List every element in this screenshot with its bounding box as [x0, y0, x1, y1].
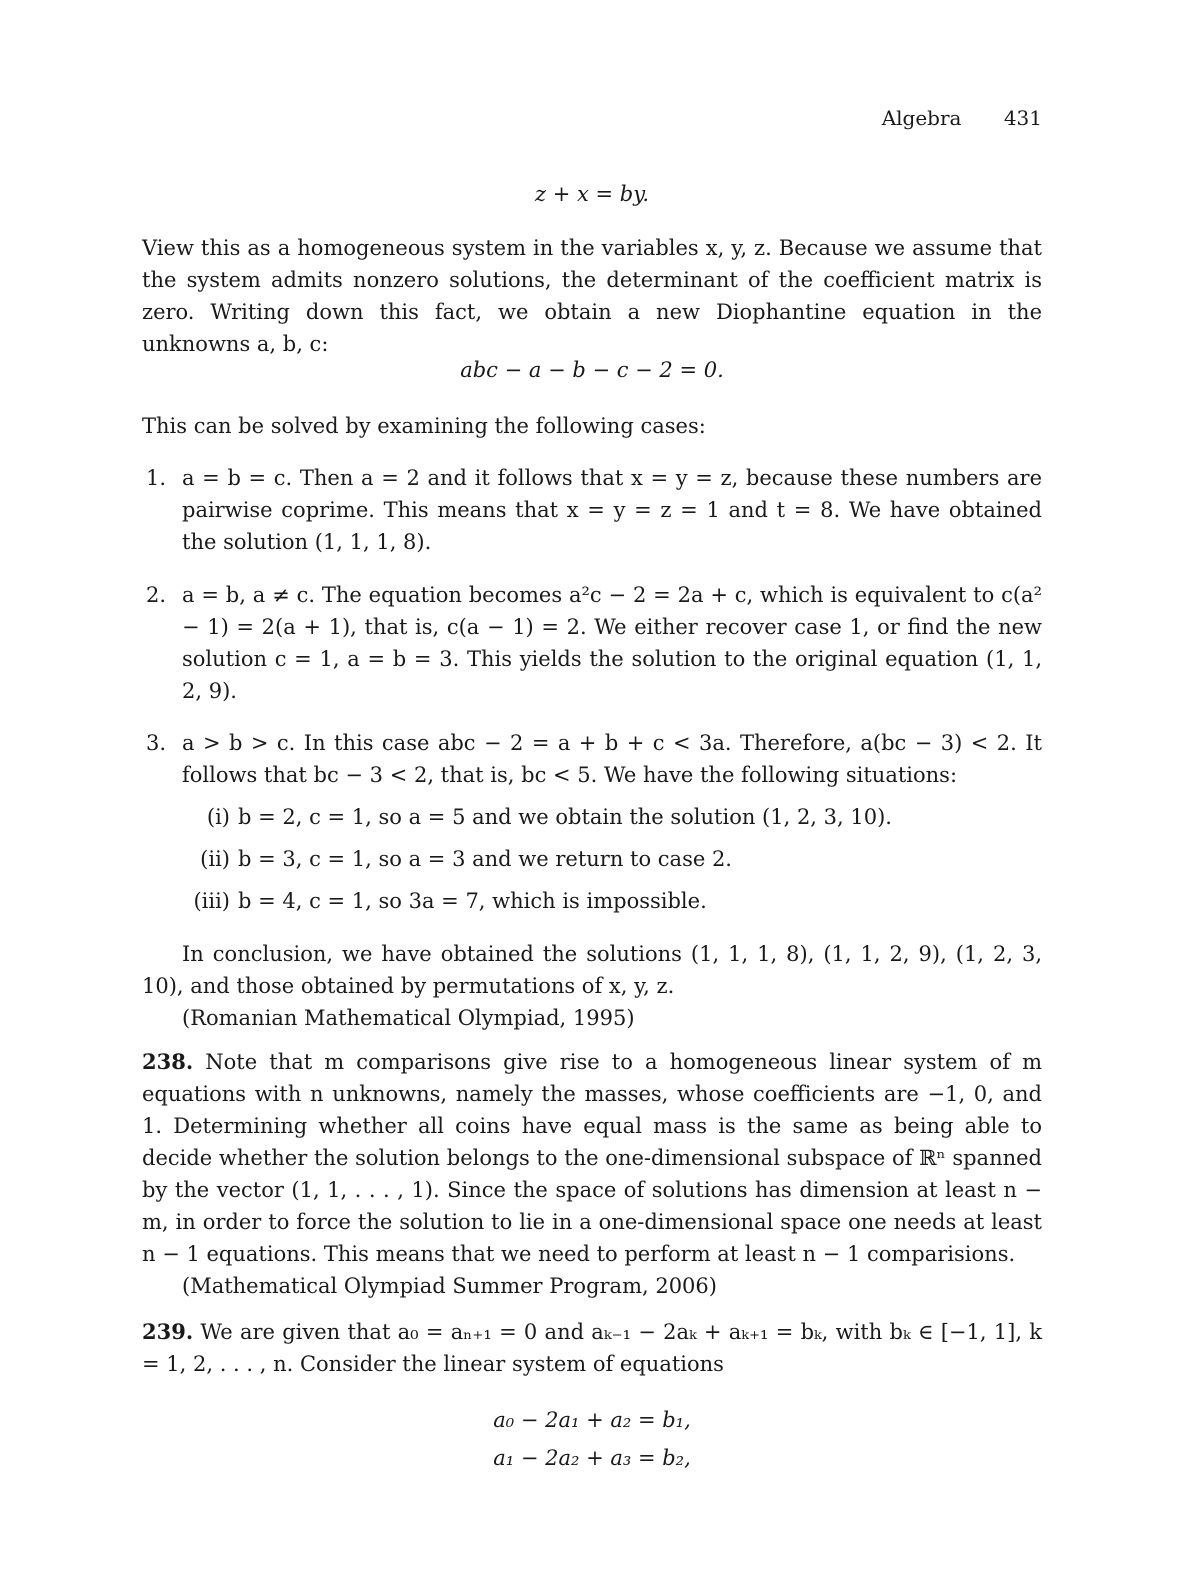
problem-239 [142, 1316, 1042, 1380]
case-1 [142, 462, 1042, 558]
case-text: a = b = c. Then a = 2 and it follows that x = y = z, because these numbers are pairwise coprime. This means that x = y = z = 1 and t = 8. We have obtained the solution (1, 1, 1, 8). [182, 466, 1042, 554]
problem-text: We are given that a₀ = aₙ₊₁ = 0 and aₖ₋₁ − 2aₖ + aₖ₊₁ = bₖ, with bₖ ∈ [−1, 1], k = 1, 2, . . . , n. Consider the linear system of equations [142, 1320, 1042, 1376]
subcase-label: (i) [206, 805, 230, 829]
equation-main: abc − a − b − c − 2 = 0. [460, 358, 724, 382]
problem-number: 239. [142, 1319, 194, 1344]
subcase-text: b = 2, c = 1, so a = 5 and we obtain the solution (1, 2, 3, 10). [238, 805, 892, 829]
problem-number: 238. [142, 1049, 194, 1074]
subcase-i [180, 801, 1040, 833]
case-3 [142, 727, 1042, 791]
problem-238 [142, 1046, 1042, 1270]
problem-text: Note that m comparisons give rise to a homogeneous linear system of m equations with n unknowns, namely the masses, whose coefficients are −1, 0, and 1. Determining whether all coins have equal mass is the same as being able to decide whether the solution belongs to the one-dimensional subspace of ℝⁿ spanned by the vector (1, 1, . . . , 1). Since the space of solutions has dimension at least n − m, in order to force the solution to lie in a one-dimensional space one needs at least n − 1 equations. This means that we need to perform at least n − 1 comparisions. [142, 1050, 1042, 1266]
source-citation-1: (Romanian Mathematical Olympiad, 1995) [182, 1006, 635, 1030]
subcase-label: (ii) [200, 847, 230, 871]
section-title: Algebra [881, 106, 962, 130]
conclusion-paragraph: In conclusion, we have obtained the solutions (1, 1, 1, 8), (1, 1, 2, 9), (1, 2, 3, 10), and those obtained by permutations of x, y, z. [142, 942, 1042, 998]
case-text: a > b > c. In this case abc − 2 = a + b + c < 3a. Therefore, a(bc − 3) < 2. It follows that bc − 3 < 2, that is, bc < 5. We have the following situations: [182, 731, 1042, 787]
case-text: a = b, a ≠ c. The equation becomes a²c − 2 = 2a + c, which is equivalent to c(a² − 1) = 2(a + 1), that is, c(a − 1) = 2. We either recover case 1, or find the new solution c = 1, a = b = 3. This yields the solution to the original equation (1, 1, 2, 9). [182, 583, 1042, 703]
paragraph-2: This can be solved by examining the following cases: [142, 414, 706, 438]
page-number: 431 [1003, 106, 1042, 130]
subcase-iii [180, 885, 1040, 917]
equation-top: z + x = by. [535, 182, 649, 206]
subcase-ii [180, 843, 1040, 875]
case-2 [142, 579, 1042, 707]
case-number: 2. [146, 583, 167, 607]
subcase-label: (iii) [193, 889, 230, 913]
subcase-text: b = 3, c = 1, so a = 3 and we return to case 2. [238, 847, 732, 871]
source-citation-2: (Mathematical Olympiad Summer Program, 2006) [182, 1274, 717, 1298]
running-header [882, 106, 1042, 130]
paragraph-1: View this as a homogeneous system in the variables x, y, z. Because we assume that the system admits nonzero solutions, the determinant of the coefficient matrix is zero. Writing down this fact, we obtain a new Diophantine equation in the unknowns a, b, c: [142, 236, 1042, 356]
equation-system-line-1: a₀ − 2a₁ + a₂ = b₁, [493, 1408, 691, 1432]
subcase-text: b = 4, c = 1, so 3a = 7, which is impossible. [238, 889, 707, 913]
case-number: 1. [146, 466, 167, 490]
case-number: 3. [146, 731, 167, 755]
equation-system-line-2: a₁ − 2a₂ + a₃ = b₂, [493, 1446, 691, 1470]
